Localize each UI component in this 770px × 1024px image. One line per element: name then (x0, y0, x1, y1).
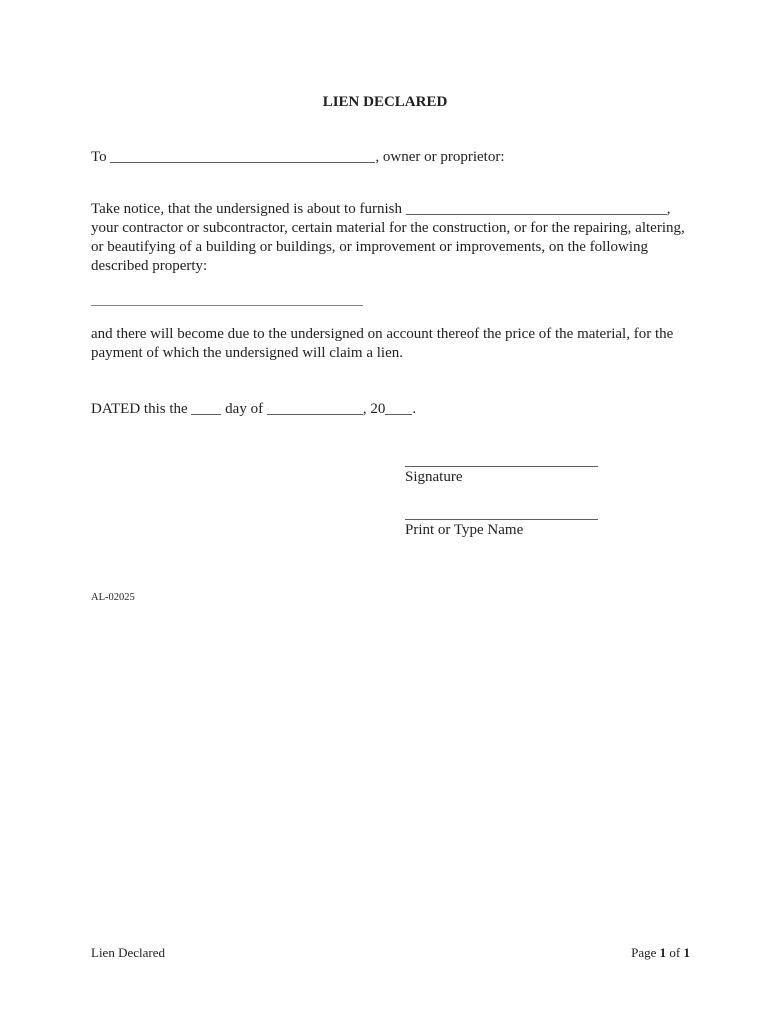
owner-name-field[interactable] (110, 148, 375, 163)
footer-page-number: 1 (659, 945, 667, 960)
dated-day-of: day of (225, 401, 264, 417)
footer-page-word: Page (631, 945, 660, 960)
furnish-to-field[interactable] (406, 200, 667, 215)
signature-field[interactable] (405, 452, 598, 467)
notice-text-after: , your contractor or subcontractor, certain material for the construction, or for the repairing, altering, or beautifying of a building or buildings, or improvement or improvements, on the following described property: (91, 201, 685, 274)
footer-page-indicator (631, 944, 690, 961)
dated-period: . (412, 401, 417, 417)
month-field[interactable] (267, 400, 363, 415)
signature-label: Signature (405, 469, 463, 485)
dated-prefix: DATED this the (91, 401, 188, 417)
footer-document-name: Lien Declared (91, 945, 165, 960)
to-label: To (91, 149, 107, 165)
claim-paragraph: and there will become due to the undersigned on account thereof the price of the material, for the payment of which the undersigned will claim a lien. (91, 326, 674, 361)
dated-comma-year: , 20 (362, 401, 386, 417)
notice-text-before: Take notice, that the undersigned is about to furnish (91, 201, 402, 217)
to-line (91, 146, 711, 167)
footer-of-word: of (666, 945, 684, 960)
dated-line (91, 398, 711, 419)
day-field[interactable] (191, 400, 221, 415)
print-name-field[interactable] (405, 505, 598, 520)
document-title: LIEN DECLARED (322, 94, 448, 110)
to-suffix: , owner or proprietor: (375, 149, 505, 165)
form-number: AL-02025 (91, 592, 135, 603)
notice-paragraph (91, 198, 691, 276)
footer-total-pages: 1 (683, 945, 690, 960)
year-field[interactable] (385, 400, 412, 415)
property-description-field[interactable] (91, 291, 363, 306)
print-name-label: Print or Type Name (405, 522, 524, 538)
